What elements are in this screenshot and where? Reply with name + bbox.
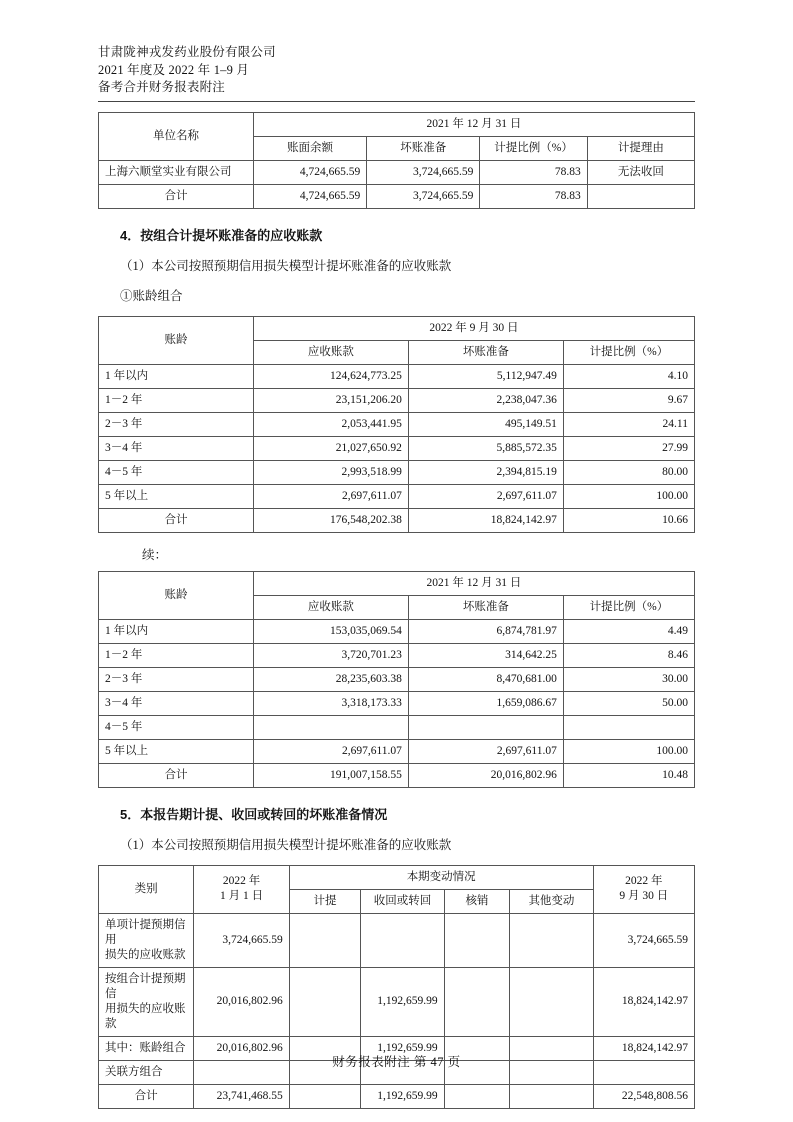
col-recovered-or-reversed: 收回或转回 [361, 889, 444, 913]
cell-recovered: 1,192,659.99 [361, 1036, 444, 1060]
cell-receivable: 3,720,701.23 [253, 643, 408, 667]
section-4-paragraph-1: （1）本公司按照预期信用损失模型计提坏账准备的应收账款 [120, 258, 452, 273]
cell-ratio: 8.46 [563, 643, 694, 667]
cell-aging: 5 年以上 [99, 484, 254, 508]
cell-end-balance: 18,824,142.97 [593, 967, 694, 1036]
col-period-2021: 2021 年 12 月 31 日 [253, 112, 694, 136]
table-row [99, 388, 695, 412]
section-5-title: 5．本报告期计提、收回或转回的坏账准备情况 [120, 806, 388, 822]
table-row [99, 715, 695, 739]
cell-provision: 5,885,572.35 [408, 436, 563, 460]
cell-category-line2: 损失的应收账款 [105, 948, 186, 961]
table-row [99, 364, 695, 388]
col-begin-balance-line2: 1 月 1 日 [219, 890, 264, 902]
cell-provision: 3,724,665.59 [367, 160, 480, 184]
cell-provision [408, 715, 563, 739]
cell-aging: 3－4 年 [99, 691, 254, 715]
col-provision-ratio: 计提比例（%） [563, 595, 694, 619]
cell-total-receivable: 176,548,202.38 [253, 508, 408, 532]
cell-other [510, 913, 593, 967]
table-total-row [99, 1084, 695, 1108]
col-accrual: 计提 [289, 889, 361, 913]
cell-aging: 1 年以内 [99, 619, 254, 643]
header-company-name: 甘肃陇神戎发药业股份有限公司 [98, 45, 276, 59]
cell-ratio: 24.11 [563, 412, 694, 436]
cell-ratio: 100.00 [563, 739, 694, 763]
cell-begin-balance: 20,016,802.96 [194, 967, 289, 1036]
cell-aging: 1 年以内 [99, 364, 254, 388]
col-unit-name: 单位名称 [99, 112, 254, 160]
cell-receivable: 28,235,603.38 [253, 667, 408, 691]
cell-category-line1: 按组合计提预期信 [105, 972, 186, 1000]
col-bad-debt-provision: 坏账准备 [408, 595, 563, 619]
cell-provision: 314,642.25 [408, 643, 563, 667]
cell-accrual [289, 913, 361, 967]
cell-aging: 3－4 年 [99, 436, 254, 460]
cell-receivable: 3,318,173.33 [253, 691, 408, 715]
cell-receivable: 2,053,441.95 [253, 412, 408, 436]
cell-category [99, 913, 194, 967]
col-period-2022-09-30: 2022 年 9 月 30 日 [253, 316, 694, 340]
cell-aging: 5 年以上 [99, 739, 254, 763]
cell-provision: 2,238,047.36 [408, 388, 563, 412]
cell-aging: 2－3 年 [99, 412, 254, 436]
cell-category-line1: 单项计提预期信用 [105, 918, 186, 946]
col-other-change: 其他变动 [510, 889, 593, 913]
cell-total-recovered: 1,192,659.99 [361, 1084, 444, 1108]
table-header-row [99, 865, 695, 889]
col-category: 类别 [99, 865, 194, 913]
cell-category: 其中：账龄组合 [99, 1036, 194, 1060]
cell-reason: 无法收回 [587, 160, 694, 184]
col-begin-balance-line1: 2022 年 [222, 875, 261, 887]
col-end-balance [593, 865, 694, 913]
cell-receivable: 153,035,069.54 [253, 619, 408, 643]
table-row [99, 484, 695, 508]
table-row [99, 739, 695, 763]
cell-provision: 5,112,947.49 [408, 364, 563, 388]
cell-aging: 4－5 年 [99, 460, 254, 484]
cell-begin-balance: 3,724,665.59 [194, 913, 289, 967]
table-row [99, 436, 695, 460]
cell-total-reason [587, 184, 694, 208]
cell-provision: 2,394,815.19 [408, 460, 563, 484]
cell-ratio: 78.83 [480, 160, 587, 184]
table-aging-2022 [98, 316, 695, 533]
cell-category-line2: 用损失的应收账款 [105, 1002, 186, 1030]
section-4-title: 4．按组合计提坏账准备的应收账款 [120, 227, 323, 243]
cell-writeoff [444, 967, 510, 1036]
cell-total-label: 合计 [99, 763, 254, 787]
cell-end-balance: 3,724,665.59 [593, 913, 694, 967]
col-end-balance-line2: 9 月 30 日 [619, 890, 669, 902]
col-change-group: 本期变动情况 [289, 865, 593, 889]
cell-receivable: 124,624,773.25 [253, 364, 408, 388]
section-5-paragraph-1: （1）本公司按照预期信用损失模型计提坏账准备的应收账款 [120, 837, 452, 852]
cell-receivable: 21,027,650.92 [253, 436, 408, 460]
col-receivable: 应收账款 [253, 595, 408, 619]
section-4-subtitle-1: ①账龄组合 [120, 288, 183, 303]
cell-provision: 2,697,611.07 [408, 484, 563, 508]
col-aging: 账龄 [99, 571, 254, 619]
col-begin-balance [194, 865, 289, 913]
cell-total-label: 合计 [99, 508, 254, 532]
table-row [99, 691, 695, 715]
cell-other [510, 967, 593, 1036]
cell-category: 关联方组合 [99, 1060, 194, 1084]
cell-end-balance: 18,824,142.97 [593, 1036, 694, 1060]
table-total-row [99, 508, 695, 532]
header-period: 2021 年度及 2022 年 1–9 月 [98, 62, 250, 77]
cell-total-writeoff [444, 1084, 510, 1108]
cell-ratio: 27.99 [563, 436, 694, 460]
table-individual-provision [98, 112, 695, 209]
table-total-row [99, 184, 695, 208]
col-book-balance: 账面余额 [253, 136, 366, 160]
cell-receivable [253, 715, 408, 739]
cell-provision: 495,149.51 [408, 412, 563, 436]
table-header-row [99, 571, 695, 595]
cell-receivable: 2,697,611.07 [253, 739, 408, 763]
table-aging-2021 [98, 571, 695, 788]
cell-total-provision: 18,824,142.97 [408, 508, 563, 532]
cell-receivable: 2,697,611.07 [253, 484, 408, 508]
col-end-balance-line1: 2022 年 [625, 875, 663, 887]
cell-ratio: 4.10 [563, 364, 694, 388]
cell-recovered [361, 913, 444, 967]
cell-total-label: 合计 [99, 184, 254, 208]
cell-ratio: 50.00 [563, 691, 694, 715]
cell-aging: 2－3 年 [99, 667, 254, 691]
cell-total-other [510, 1084, 593, 1108]
cell-ratio: 100.00 [563, 484, 694, 508]
cell-total-ratio: 10.66 [563, 508, 694, 532]
col-provision-ratio: 计提比例（%） [563, 340, 694, 364]
table-row [99, 667, 695, 691]
cell-aging: 1－2 年 [99, 643, 254, 667]
table-provision-movement [98, 865, 695, 1109]
cell-provision: 6,874,781.97 [408, 619, 563, 643]
cell-total-balance: 4,724,665.59 [253, 184, 366, 208]
cell-total-begin-balance: 23,741,468.55 [194, 1084, 289, 1108]
col-period-2021-12-31: 2021 年 12 月 31 日 [253, 571, 694, 595]
cell-total-ratio: 78.83 [480, 184, 587, 208]
col-provision-ratio: 计提比例（%） [480, 136, 587, 160]
cell-provision: 1,659,086.67 [408, 691, 563, 715]
cell-total-label: 合计 [99, 1084, 194, 1108]
table-row [99, 460, 695, 484]
cell-provision: 8,470,681.00 [408, 667, 563, 691]
cell-ratio: 4.49 [563, 619, 694, 643]
cell-recovered: 1,192,659.99 [361, 967, 444, 1036]
header-divider [98, 101, 695, 102]
cell-ratio: 80.00 [563, 460, 694, 484]
header-report-title: 备考合并财务报表附注 [98, 80, 226, 94]
col-writeoff: 核销 [444, 889, 510, 913]
cell-aging: 4－5 年 [99, 715, 254, 739]
cell-aging: 1－2 年 [99, 388, 254, 412]
cell-total-end-balance: 22,548,808.56 [593, 1084, 694, 1108]
col-receivable: 应收账款 [253, 340, 408, 364]
cell-accrual [289, 967, 361, 1036]
table-row [99, 913, 695, 967]
cell-provision: 2,697,611.07 [408, 739, 563, 763]
table-header-row [99, 112, 695, 136]
cell-category [99, 967, 194, 1036]
cell-total-provision: 3,724,665.59 [367, 184, 480, 208]
cell-total-receivable: 191,007,158.55 [253, 763, 408, 787]
cell-writeoff [444, 913, 510, 967]
col-aging: 账龄 [99, 316, 254, 364]
page-footer: 财务报表附注 第 47 页 [332, 1055, 461, 1069]
table-row [99, 619, 695, 643]
cell-total-accrual [289, 1084, 361, 1108]
table-header-row [99, 316, 695, 340]
cell-ratio: 9.67 [563, 388, 694, 412]
table-row [99, 967, 695, 1036]
col-bad-debt-provision: 坏账准备 [367, 136, 480, 160]
continued-label: 续： [142, 547, 168, 562]
cell-receivable: 23,151,206.20 [253, 388, 408, 412]
cell-receivable: 2,993,518.99 [253, 460, 408, 484]
page-header [98, 44, 695, 97]
cell-book-balance: 4,724,665.59 [253, 160, 366, 184]
table-row [99, 412, 695, 436]
cell-ratio [563, 715, 694, 739]
table-row [99, 160, 695, 184]
cell-unit-name: 上海六顺堂实业有限公司 [99, 160, 254, 184]
table-total-row [99, 763, 695, 787]
cell-total-provision: 20,016,802.96 [408, 763, 563, 787]
cell-total-ratio: 10.48 [563, 763, 694, 787]
cell-ratio: 30.00 [563, 667, 694, 691]
col-bad-debt-provision: 坏账准备 [408, 340, 563, 364]
col-provision-reason: 计提理由 [587, 136, 694, 160]
table-row [99, 643, 695, 667]
cell-begin-balance: 20,016,802.96 [194, 1036, 289, 1060]
